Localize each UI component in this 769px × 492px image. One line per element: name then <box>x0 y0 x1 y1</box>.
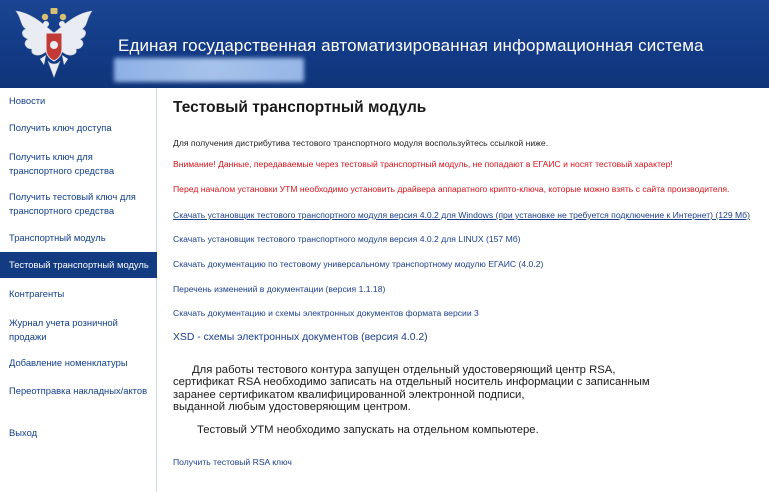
get-rsa-key-link[interactable]: Получить тестовый RSA ключ <box>173 457 292 467</box>
rsa-paragraph-line: Для работы тестового контура запущен отдельный удостоверяющий центр RSA, <box>192 364 616 376</box>
sidebar-item-get-vehicle-key[interactable]: Получить ключ для транспортного средства <box>9 151 115 176</box>
sidebar-item-news[interactable]: Новости <box>9 95 46 106</box>
sidebar-item-resend-invoices[interactable]: Переотправка накладных/актов <box>9 385 148 396</box>
sidebar-item-transport-module[interactable]: Транспортный модуль <box>9 232 106 243</box>
main-content <box>157 88 769 492</box>
download-docs-link[interactable]: Скачать документацию по тестовому универсальному транспортному модулю ЕГАИС (4.0.2) <box>173 259 544 269</box>
sidebar-item-logout[interactable]: Выход <box>9 427 38 438</box>
warning-test-data: Внимание! Данные, передаваемые через тестовый транспортный модуль, не попадают в ЕГАИС и носят тестовый характер! <box>173 159 673 169</box>
rsa-paragraph-line: выданной любым удостоверяющим центром. <box>173 401 411 414</box>
download-windows-link[interactable]: Скачать установщик тестового транспортного модуля версия 4.0.2 для Windows (при установке не требуется подключение к Интернет) (129 Мб) <box>173 210 750 220</box>
download-linux-link[interactable]: Скачать установщик тестового транспортного модуля версия 4.0.2 для LINUX (157 Мб) <box>173 234 521 244</box>
sidebar-item-get-test-vehicle-key[interactable]: Получить тестовый ключ для транспортного средства <box>9 191 136 216</box>
rsa-paragraph <box>173 364 650 414</box>
warning-crypto-driver: Перед началом установки УТМ необходимо установить драйвера аппаратного крипто-ключа, которые можно взять с сайта производителя. <box>173 184 730 194</box>
xsd-schemas-link[interactable]: XSD - схемы электронных документов (версия 4.0.2) <box>173 332 428 343</box>
sidebar-item-test-transport-module[interactable]: Тестовый транспортный модуль <box>0 252 157 278</box>
system-title: Единая государственная автоматизированная информационная система <box>118 36 704 55</box>
rsa-paragraph-line: сертификат RSA необходимо записать на отдельный носитель информации с записанным <box>173 376 650 389</box>
changes-list-link[interactable]: Перечень изменений в документации (версия 1.1.18) <box>173 284 386 294</box>
utm-note: Тестовый УТМ необходимо запускать на отдельном компьютере. <box>197 424 539 436</box>
sidebar-nav <box>0 88 157 492</box>
intro-text: Для получения дистрибутива тестового транспортного модуля воспользуйтесь ссылкой ниже. <box>173 138 549 148</box>
sidebar-item-add-nomenclature[interactable]: Добавление номенклатуры <box>9 357 128 368</box>
rsa-paragraph-line: заранее сертификатом квалифицированной электронной подписи, <box>173 388 525 401</box>
sidebar-item-get-access-key[interactable]: Получить ключ доступа <box>9 122 112 133</box>
site-header <box>0 0 769 88</box>
sidebar-item-retail-journal[interactable]: Журнал учета розничной продажи <box>9 317 118 342</box>
double-headed-eagle-emblem-icon <box>10 3 98 85</box>
download-schemas-link[interactable]: Скачать документацию и схемы электронных документов формата версии 3 <box>173 308 479 318</box>
blurred-subtitle <box>114 58 304 82</box>
page-title: Тестовый транспортный модуль <box>173 99 427 116</box>
sidebar-item-counterparties[interactable]: Контрагенты <box>9 288 65 299</box>
